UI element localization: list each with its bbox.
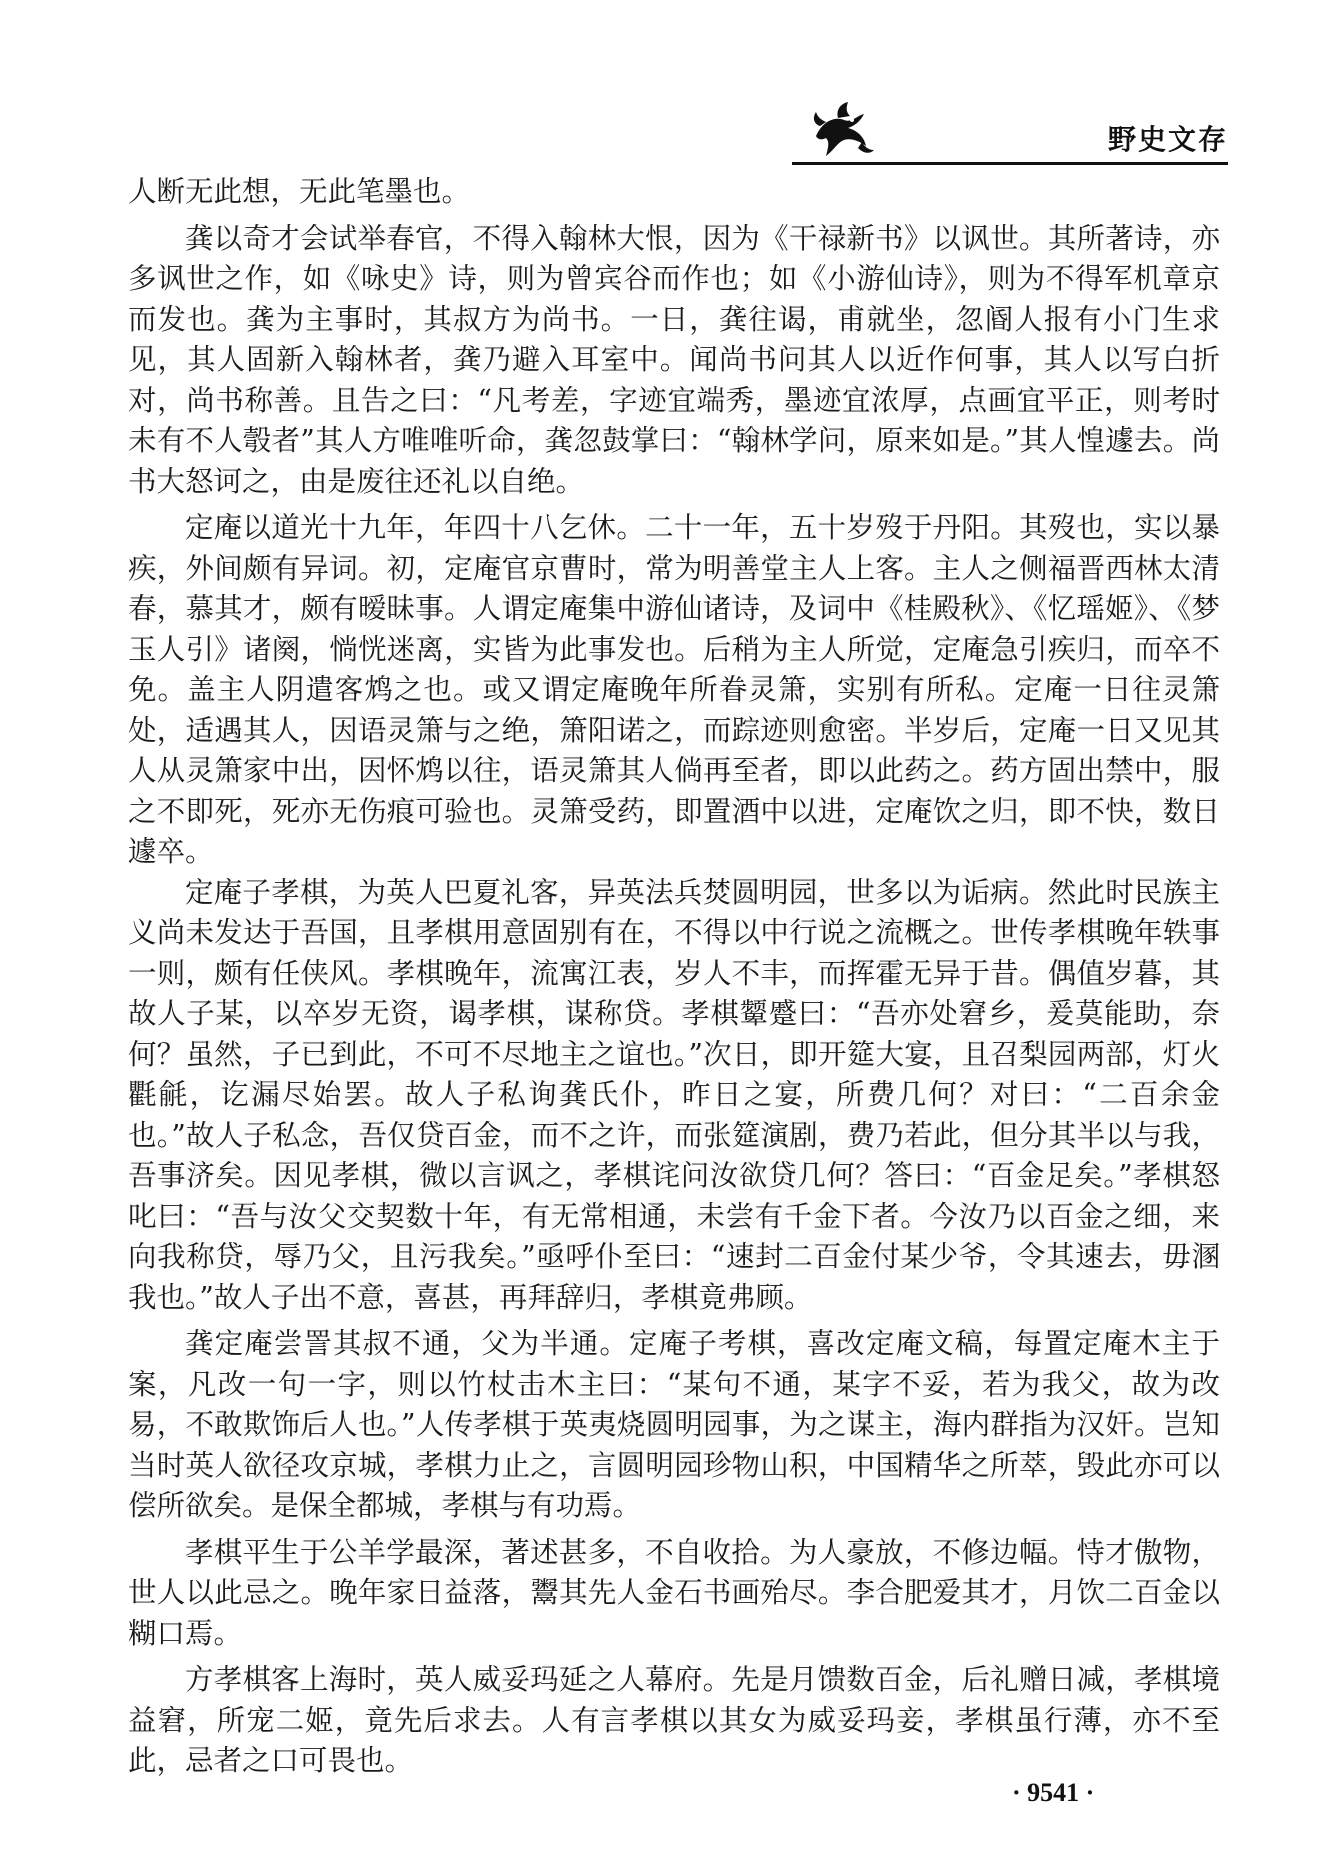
- body-text: [128, 172, 1220, 1782]
- paragraph: 定庵以道光十九年，年四十八乞休。二十一年，五十岁歿于丹阳。其歿也，实以暴疾，外间颇有异词。初，定庵官京曹时，常为明善堂主人上客。主人之侧福晋西林太清春，慕其才，颇有暧昧事。人谓定庵集中游仙诸诗，及词中《桂殿秋》、《忆瑶姬》、《梦玉人引》诸阕，惝恍迷离，实皆为此事发也。后稍为主人所觉，定庵急引疾归，而卒不免。盖主人阴遣客鸩之也。或又谓定庵晚年所眷灵箫，实别有所私。定庵一日往灵箫处，适遇其人，因语灵箫与之绝，箫阳诺之，而踪迹则愈密。半岁后，定庵一日又见其人从灵箫家中出，因怀鸩以往，语灵箫其人倘再至者，即以此药之。药方固出禁中，服之不即死，死亦无伤痕可验也。灵箫受药，即置酒中以进，定庵饮之归，即不快，数日遽卒。: [128, 511, 1220, 868]
- header-rule: [792, 162, 1228, 165]
- dragon-emblem-icon: [808, 96, 878, 166]
- page-number: · 9541 ·: [1012, 1778, 1095, 1807]
- paragraph: 定庵子孝棋，为英人巴夏礼客，异英法兵焚圆明园，世多以为诟病。然此时民族主义尚未发达于吾国，且孝棋用意固别有在，不得以中行说之流概之。世传孝棋晚年轶事一则，颇有任侠风。孝棋晚年，流寓江表，岁人不丰，而挥霍无异于昔。偶值岁暮，其故人子某，以卒岁无资，谒孝棋，谋称贷。孝棋颦蹙曰：“吾亦处窘乡，爰莫能助，奈何？虽然，子已到此，不可不尽地主之谊也。”次日，即开筵大宴，且召梨园两部，灯火氍毹，讫漏尽始罢。故人子私询龚氏仆，昨日之宴，所费几何？对曰：“二百余金也。”故人子私念，吾仅贷百金，而不之许，而张筵演剧，费乃若此，但分其半以与我，吾事济矣。因见孝棋，微以言讽之，孝棋诧问汝欲贷几何？答曰：“百金足矣。”孝棋怒叱曰：“吾与汝父交契数十年，有无常相通，未尝有千金下者。今汝乃以百金之细，来向我称贷，辱乃父，且污我矣。”亟呼仆至曰：“速封二百金付某少爷，令其速去，毋溷我也。”故人子出不意，喜甚，再拜辞归，孝棋竟弗顾。: [128, 875, 1220, 1314]
- paragraph: 孝棋平生于公羊学最深，著述甚多，不自收拾。为人豪放，不修边幅。恃才傲物，世人以此忌之。晚年家日益落，鬻其先人金石书画殆尽。李合肥爱其才，月饮二百金以糊口焉。: [128, 1535, 1220, 1650]
- paragraph: 人断无此想，无此笔墨也。: [128, 175, 471, 208]
- paragraph: 龚定庵尝詈其叔不通，父为半通。定庵子考棋，喜改定庵文稿，每置定庵木主于案，凡改一句一字，则以竹杖击木主曰：“某句不通，某字不妥，若为我父，故为改易，不敢欺饰后人也。”人传孝棋于英夷烧圆明园事，为之谋主，海内群指为汉奸。岂知当时英人欲径攻京城，孝棋力止之，言圆明园珍物山积，中国精华之所萃，毁此亦可以偿所欲矣。是保全都城，孝棋与有功焉。: [128, 1327, 1220, 1522]
- header-title: 野史文存: [1107, 123, 1228, 156]
- paragraph: 龚以奇才会试举春官，不得入翰林大恨，因为《干禄新书》以讽世。其所著诗，亦多讽世之作，如《咏史》诗，则为曾宾谷而作也；如《小游仙诗》，则为不得军机章京而发也。龚为主事时，其叔方为尚书。一日，龚往谒，甫就坐，忽阍人报有小门生求见，其人固新入翰林者，龚乃避入耳室中。闻尚书问其人以近作何事，其人以写白折对，尚书称善。且告之曰：“凡考差，字迹宜端秀，墨迹宜浓厚，点画宜平正，则考时未有不人彀者”其人方唯唯听命，龚忽鼓掌曰：“翰林学问，原来如是。”其人惶遽去。尚书大怒诃之，由是废往还礼以自绝。: [128, 221, 1220, 498]
- paragraph: 方孝棋客上海时，英人威妥玛延之人幕府。先是月馈数百金，后礼赠日减，孝棋境益窘，所宠二姬，竟先后求去。人有言孝棋以其女为威妥玛妾，孝棋虽行薄，亦不至此，忌者之口可畏也。: [128, 1663, 1220, 1777]
- running-header: [788, 96, 1228, 168]
